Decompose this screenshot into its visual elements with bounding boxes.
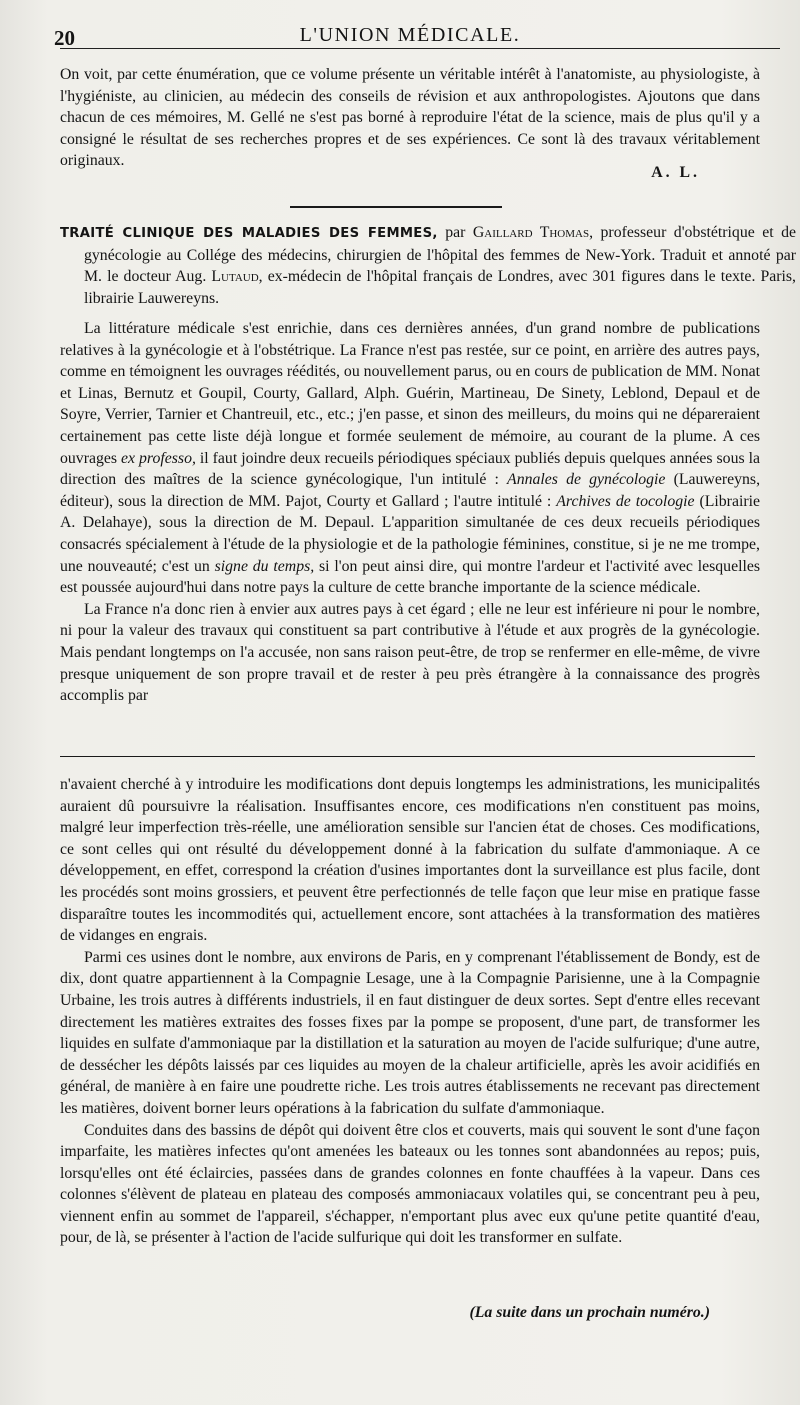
italic-run: Annales de gynécologie [507,471,666,489]
italic-run: Archives de tocologie [556,492,695,510]
review-heading [60,222,796,309]
heading-rest-1: professeur d'obstétrique et de gynécologie au Collége des médecins, chirurgien de l'hôpital des femmes de New-York. Traduit et annoté par M. le docteur Aug. [84,224,797,286]
book-title: TRAITÉ CLINIQUE DES MALADIES DES FEMMES, [60,226,438,241]
continuation-paragraph-2: Parmi ces usines dont le nombre, aux environs de Paris, en y comprenant l'établissement de Bondy, est de dix, dont quatre appartiennent à la Compagnie Lesage, une à la Compagnie Parisienne, une à la Compagnie Urbaine, les trois autres à différents industriels, il en faut distinguer de deux sortes. Sept d'entre elles recevant directement les matières extraites des fosses fixes par la pompe se proposent, d'une part, de transformer les liquides en sulfate d'ammoniaque par la distillation et la saturation au moyen de l'acide sulfurique; d'une autre, de dessécher les dépôts laissés par ces liquides au moyen de la chaleur artificielle, après les avoir acidifiés en général, de manière à en faire une poudrette riche. Les trois autres établissements ne recevant pas directement les matières, doivent borner leurs opérations à la fabrication du sulfate d'ammoniaque. [60,948,760,1117]
continuation-paragraph-3: Conduites dans des bassins de dépôt qui doivent être clos et couverts, mais qui souvent le sont d'une façon imparfaite, les matières infectes qu'ont amenées les bateaux ou les tonnes sont abandonnées au repos; puis, lorsqu'elles ont été éclaircies, passées dans de grandes colonnes en fonte chauffées à la vapeur. Dans ces colonnes s'élèvent de plateau en plateau des composés ammoniacaux volatiles qui, se concentrant peu à peu, viennent enfin au sommet de l'appareil, s'échapper, n'emportant plus avec eux qu'une petite quantité d'eau, pour, de là, se présenter à l'action de l'acide sulfurique qui doit les transformer en sulfate. [60,1121,760,1247]
heading-by: par [445,224,466,241]
page-header [50,18,770,52]
intro-paragraph: On voit, par cette énumération, que ce volume présente un véritable intérêt à l'anatomiste, au physiologiste, à l'hygiéniste, au clinicien, au médecin des conseils de révision et aux anthropologistes. Ajoutons que dans chacun de ces mémoires, M. Gellé ne s'est pas borné à reproduire l'état de la science, mais de plus qu'il y a consigné le résultat de ses recherches propres et de ses expériences. Ce sont là des travaux véritablement originaux. [60,66,760,170]
signature: A. L. [651,164,700,181]
book-author: Gaillard Thomas, [472,224,594,241]
text-run: (Lauwereyns, éditeur), sous la direction de MM. Pajot, Courty et Gallard ; l'autre intitulé : [60,471,761,510]
intro-section [60,64,760,172]
text-run: si l'on peut ainsi dire, qui montre l'ardeur et l'activité avec lesquelles est poussée aujourd'hui dans notre pays la culture de cette branche importante de la science médicale. [60,557,761,597]
to-be-continued-note: (La suite dans un prochain numéro.) [469,1304,710,1321]
text-run: (Librairie A. Delahaye), sous la direction de M. Depaul. L'apparition simultanée de ces deux recueils périodiques consacrés spécialement à l'étude de la physiologie et de la pathologie féminines, constitue, si je ne me trompe, une nouveauté; c'est un [60,492,761,575]
text-run: La littérature médicale s'est enrichie, dans ces dernières années, d'un grand nombre de publications relatives à la gynécologie et à l'obstétrique. La France n'est pas restée, sur ce point, en arrière des autres pays, comme en témoignent les ouvrages réédités, ou nouvellement parus, ou en cours de publication de MM. Nonat et Linas, Bernutz et Goupil, Courty, Gallard, Alph. Guérin, Martineau, De Sinety, Leblond, Depaul et de Soyre, Verrier, Tarnier et Chantreuil, etc., etc.; j'en passe, et sinon des meilleurs, du moins qui ne dépareraient certainement pas cette liste déjà longue et formée seulement de mémoire, au courant de la plume. A ces ouvrages [60,320,760,467]
continuation-section [60,774,760,1249]
text-run: il faut joindre deux recueils périodiques spéciaux publiés depuis quelques années sous la direction des maîtres de la science gynécologique, l'un intitulé : [60,449,761,489]
review-body [60,318,760,707]
section-divider-short [290,206,502,208]
italic-run: ex professo, [121,449,196,467]
italic-run: signe du temps, [214,557,315,575]
running-title: L'UNION MÉDICALE. [299,24,521,46]
book-translator: Lutaud, [211,268,263,286]
page-number: 20 [54,26,75,50]
continuation-paragraph-1: n'avaient cherché à y introduire les modifications dont depuis longtemps les administrations, les municipalités auraient dû poursuivre la réalisation. Insuffisantes encore, ces modifications n'en constituent pas moins, malgré leur imperfection très-réelle, une amélioration sensible sur l'ancien état de choses. Ces modifications, ce sont celles qui ont résulté du développement donné à la fabrication du sulfate d'ammoniaque. A ce développement, en effet, correspond la création d'usines importantes dont la surveillance est plus facile, dont les procédés sont moins grossiers, et peuvent être perfectionnés de telle façon que leur mise en pratique fasse disparaître toutes les incommodités qui, actuellement encore, sont attachées à la transformation des matières de vidanges en engrais. [60,776,760,945]
section-divider-long [60,756,755,757]
review-paragraph-1 [60,318,760,599]
heading-rest-2: ex-médecin de l'hôpital français de Londres, avec 301 figures dans le texte. Paris, librairie Lauwereyns. [84,268,797,307]
header-rule [60,48,780,49]
review-paragraph-2: La France n'a donc rien à envier aux autres pays à cet égard ; elle ne leur est inférieure ni pour le nombre, ni pour la valeur des travaux qui constituent sa part contributive à l'étude et aux progrès de la gynécologie. Mais pendant longtemps on l'a accusée, non sans raison peut-être, de trop se renfermer en elle-même, de vivre presque uniquement de son propre travail et de rester à peu près étrangère à la connaissance des progrès accomplis par [60,600,760,705]
